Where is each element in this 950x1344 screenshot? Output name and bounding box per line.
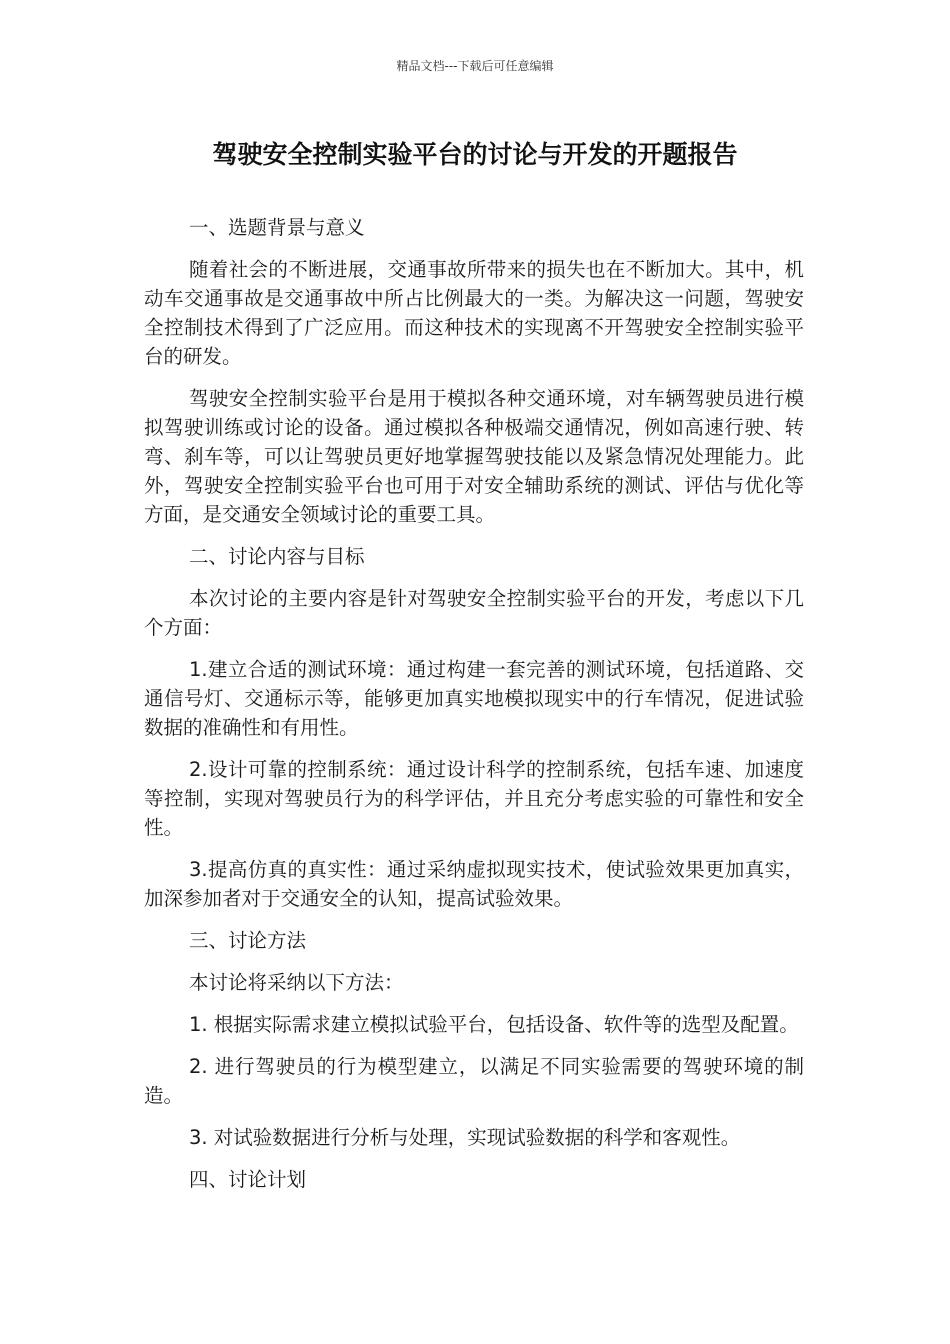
paragraph: 随着社会的不断进展，交通事故所带来的损失也在不断加大。其中，机动车交通事故是交通事故中所占比例最大的一类。为解决这一问题，驾驶安全控制技术得到了广泛应用。而这种技术的实现离不开驾驶安全控制实验平台的研发。 (144, 258, 804, 368)
paragraph: 驾驶安全控制实验平台是用于模拟各种交通环境，对车辆驾驶员进行模拟驾驶训练或讨论的设备。通过模拟各种极端交通情况，例如高速行驶、转弯、刹车等，可以让驾驶员更好地掌握驾驶技能以及紧急情况处理能力。此外，驾驶安全控制实验平台也可用于对安全辅助系统的测试、评估与优化等方面，是交通安全领域讨论的重要工具。 (144, 387, 804, 526)
document-title: 驾驶安全控制实验平台的讨论与开发的开题报告 (212, 140, 738, 169)
paragraph: 本次讨论的主要内容是针对驾驶安全控制实验平台的开发，考虑以下几个方面： (144, 587, 804, 639)
page-header-watermark: 精品文档---下载后可任意编辑 (396, 59, 554, 73)
section-heading-background: 一、选题背景与意义 (189, 216, 365, 239)
paragraph: 本讨论将采纳以下方法： (189, 971, 404, 994)
list-item: 3.提高仿真的真实性：通过采纳虚拟现实技术，使试验效果更加真实，加深参加者对于交通安全的认知，提高试验效果。 (144, 858, 804, 910)
list-item: 3. 对试验数据进行分析与处理，实现试验数据的科学和客观性。 (189, 1126, 741, 1149)
list-item: 2. 进行驾驶员的行为模型建立，以满足不同实验需要的驾驶环境的制造。 (144, 1055, 804, 1107)
section-heading-content-goals: 二、讨论内容与目标 (189, 545, 365, 568)
section-heading-methods: 三、讨论方法 (189, 929, 307, 952)
list-item: 1. 根据实际需求建立模拟试验平台，包括设备、软件等的选型及配置。 (189, 1013, 799, 1036)
list-item: 1.建立合适的测试环境：通过构建一套完善的测试环境，包括道路、交通信号灯、交通标示等，能够更加真实地模拟现实中的行车情况，促进试验数据的准确性和有用性。 (144, 658, 804, 739)
section-heading-plan: 四、讨论计划 (189, 1168, 307, 1191)
list-item: 2.设计可靠的控制系统：通过设计科学的控制系统，包括车速、加速度等控制，实现对驾驶员行为的科学评估，并且充分考虑实验的可靠性和安全性。 (144, 758, 804, 839)
document-body (144, 213, 804, 1207)
